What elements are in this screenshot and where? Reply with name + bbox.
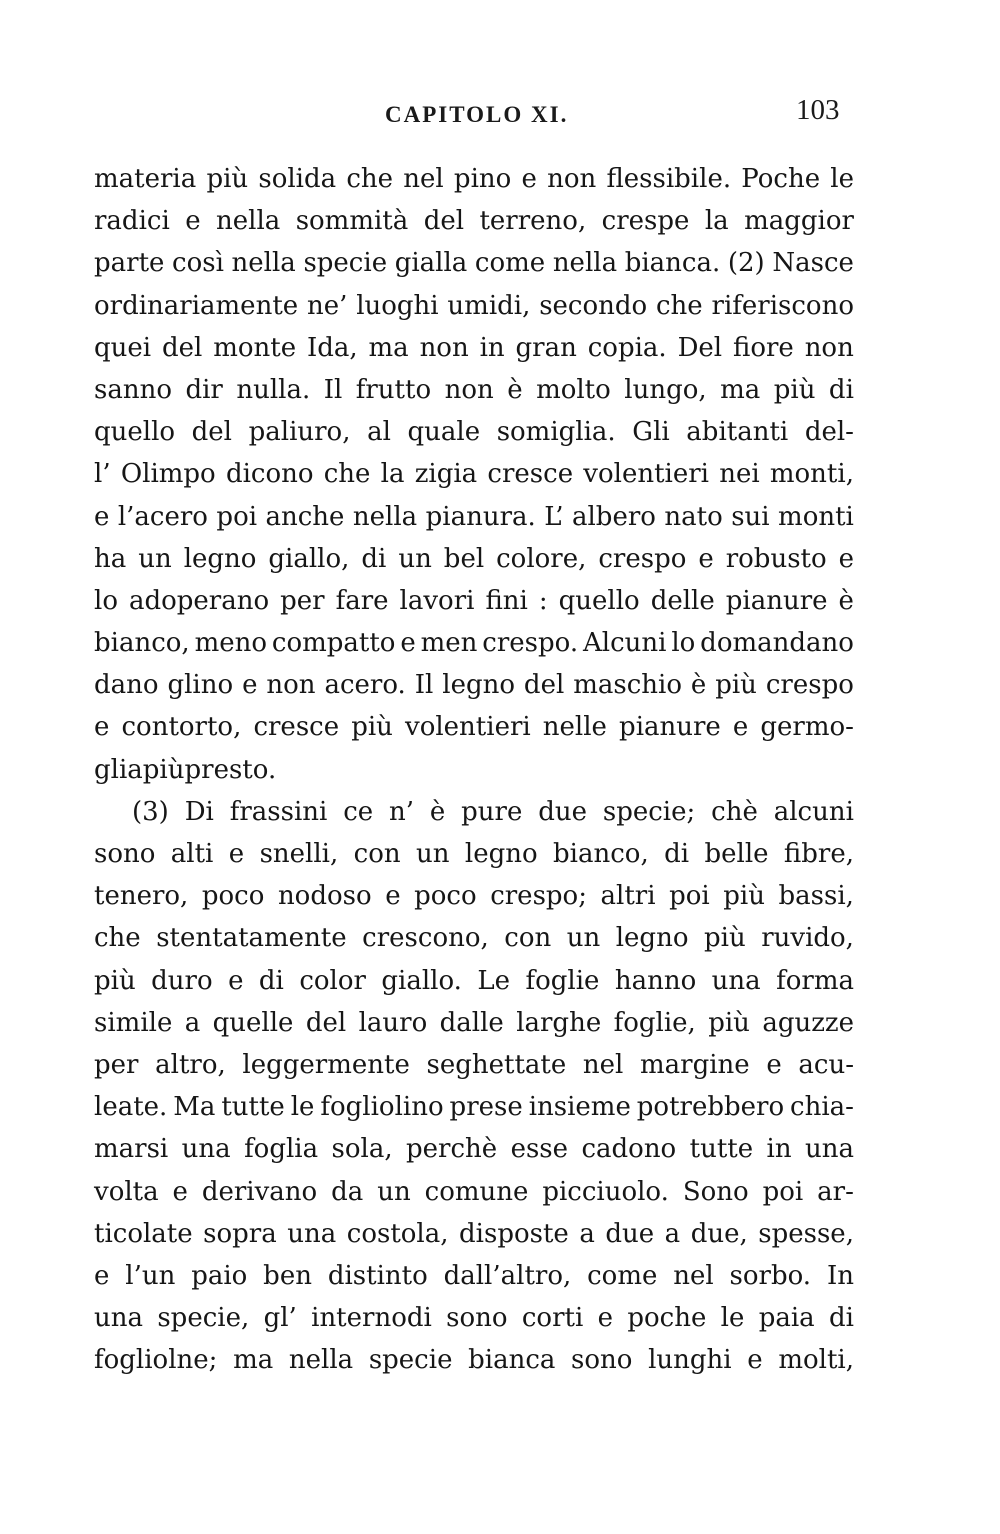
text-line: ticolate sopra una costola, disposte a due a due, spesse, bbox=[94, 1218, 854, 1249]
text-line: volta e derivano da un comune picciuolo. Sono poi ar- bbox=[94, 1176, 854, 1207]
page-number: 103 bbox=[796, 94, 840, 126]
text-line: per altro, leggermente seghettate nel margine e acu- bbox=[94, 1049, 854, 1080]
text-line: tenero, poco nodoso e poco crespo; altri poi più bassi, bbox=[94, 881, 854, 912]
text-line: fogliolne; ma nella specie bianca sono lunghi e molti, bbox=[94, 1345, 854, 1376]
text-line: e contorto, cresce più volentieri nelle pianure e germo- bbox=[94, 712, 854, 743]
text-line: marsi una foglia sola, perchè esse cadono tutte in una bbox=[94, 1134, 854, 1165]
paragraph bbox=[94, 158, 854, 791]
text-line: quello del paliuro, al quale somiglia. Gli abitanti del- bbox=[94, 417, 854, 448]
text-line: lo adoperano per fare lavori fini : quello delle pianure è bbox=[94, 585, 854, 616]
paragraph bbox=[94, 791, 854, 1382]
text-line: glia più presto. bbox=[94, 754, 277, 785]
text-line: bianco, meno compatto e men crespo. Alcuni lo domandano bbox=[94, 628, 854, 659]
text-line: (3) Di frassini ce n’ è pure due specie; chè alcuni bbox=[132, 796, 854, 827]
body-text bbox=[94, 158, 854, 1381]
text-line: dano glino e non acero. Il legno del maschio è più crespo bbox=[94, 670, 854, 701]
text-line: sono alti e snelli, con un legno bianco, di belle fibre, bbox=[94, 839, 854, 869]
text-line: sanno dir nulla. Il frutto non è molto lungo, ma più di bbox=[94, 374, 854, 405]
text-line: quei del monte Ida, ma non in gran copia. Del fiore non bbox=[94, 332, 854, 363]
text-line: più duro e di color giallo. Le foglie hanno una forma bbox=[94, 965, 854, 996]
text-line: che stentatamente crescono, con un legno più ruvido, bbox=[94, 923, 854, 954]
text-line: ha un legno giallo, di un bel colore, crespo e robusto e bbox=[94, 543, 854, 574]
text-line: materia più solida che nel pino e non flessibile. Poche le bbox=[94, 164, 854, 194]
text-line: parte così nella specie gialla come nella bianca. (2) Nasce bbox=[94, 248, 854, 279]
text-line: e l’acero poi anche nella pianura. L’ albero nato sui monti bbox=[94, 501, 854, 532]
text-line: l’ Olimpo dicono che la zigia cresce volentieri nei monti, bbox=[94, 459, 854, 490]
text-line: leate. Ma tutte le fogliolino prese insieme potrebbero chia- bbox=[94, 1092, 854, 1123]
text-line: una specie, gl’ internodi sono corti e poche le paia di bbox=[94, 1303, 854, 1334]
text-line: radici e nella sommità del terreno, crespe la maggior bbox=[94, 206, 854, 237]
text-line: simile a quelle del lauro dalle larghe foglie, più aguzze bbox=[94, 1007, 854, 1038]
text-line: ordinariamente ne’ luoghi umidi, secondo che riferiscono bbox=[94, 290, 854, 321]
running-title: CAPITOLO XI. bbox=[385, 102, 569, 127]
text-line: e l’un paio ben distinto dall’altro, come nel sorbo. In bbox=[94, 1260, 854, 1291]
